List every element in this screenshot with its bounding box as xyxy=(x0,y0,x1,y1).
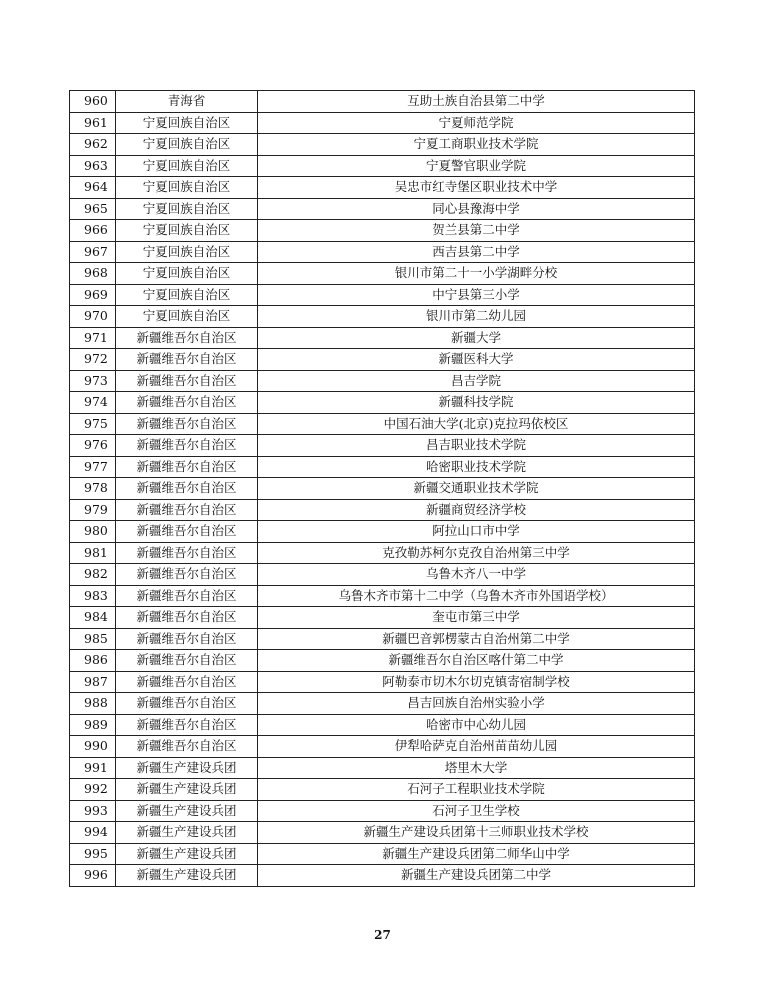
province-cell: 宁夏回族自治区 xyxy=(116,155,258,177)
province-cell: 新疆维吾尔自治区 xyxy=(116,435,258,457)
province-cell: 宁夏回族自治区 xyxy=(116,284,258,306)
institution-name-cell: 新疆大学 xyxy=(258,327,695,349)
row-number-cell: 986 xyxy=(70,650,116,672)
table-row xyxy=(70,585,695,607)
table-row xyxy=(70,499,695,521)
institution-name-cell: 昌吉回族自治州实验小学 xyxy=(258,693,695,715)
table-row xyxy=(70,779,695,801)
province-cell: 宁夏回族自治区 xyxy=(116,177,258,199)
table-row xyxy=(70,865,695,887)
table-row xyxy=(70,564,695,586)
institution-name-cell: 中宁县第三小学 xyxy=(258,284,695,306)
school-list-table xyxy=(69,90,695,887)
institution-name-cell: 中国石油大学(北京)克拉玛依校区 xyxy=(258,413,695,435)
province-cell: 宁夏回族自治区 xyxy=(116,263,258,285)
institution-name-cell: 新疆科技学院 xyxy=(258,392,695,414)
institution-name-cell: 新疆商贸经济学校 xyxy=(258,499,695,521)
institution-name-cell: 伊犁哈萨克自治州苗苗幼儿园 xyxy=(258,736,695,758)
table-row xyxy=(70,370,695,392)
table-row xyxy=(70,628,695,650)
row-number-cell: 969 xyxy=(70,284,116,306)
province-cell: 新疆维吾尔自治区 xyxy=(116,736,258,758)
province-cell: 新疆维吾尔自治区 xyxy=(116,607,258,629)
table-row xyxy=(70,306,695,328)
row-number-cell: 994 xyxy=(70,822,116,844)
table-row xyxy=(70,198,695,220)
row-number-cell: 981 xyxy=(70,542,116,564)
province-cell: 新疆维吾尔自治区 xyxy=(116,542,258,564)
row-number-cell: 962 xyxy=(70,134,116,156)
province-cell: 青海省 xyxy=(116,91,258,113)
province-cell: 新疆维吾尔自治区 xyxy=(116,693,258,715)
province-cell: 宁夏回族自治区 xyxy=(116,220,258,242)
row-number-cell: 980 xyxy=(70,521,116,543)
table-row xyxy=(70,714,695,736)
table-row xyxy=(70,650,695,672)
row-number-cell: 970 xyxy=(70,306,116,328)
row-number-cell: 995 xyxy=(70,843,116,865)
table-row xyxy=(70,693,695,715)
table-row xyxy=(70,263,695,285)
table-body xyxy=(70,91,695,887)
province-cell: 宁夏回族自治区 xyxy=(116,306,258,328)
table-row xyxy=(70,478,695,500)
row-number-cell: 976 xyxy=(70,435,116,457)
row-number-cell: 964 xyxy=(70,177,116,199)
institution-name-cell: 宁夏工商职业技术学院 xyxy=(258,134,695,156)
province-cell: 新疆维吾尔自治区 xyxy=(116,456,258,478)
institution-name-cell: 塔里木大学 xyxy=(258,757,695,779)
table-row xyxy=(70,155,695,177)
row-number-cell: 996 xyxy=(70,865,116,887)
table-row xyxy=(70,843,695,865)
table-row xyxy=(70,822,695,844)
institution-name-cell: 克孜勒苏柯尔克孜自治州第三中学 xyxy=(258,542,695,564)
row-number-cell: 989 xyxy=(70,714,116,736)
province-cell: 宁夏回族自治区 xyxy=(116,241,258,263)
province-cell: 新疆维吾尔自治区 xyxy=(116,671,258,693)
row-number-cell: 978 xyxy=(70,478,116,500)
province-cell: 新疆维吾尔自治区 xyxy=(116,413,258,435)
row-number-cell: 992 xyxy=(70,779,116,801)
table-row xyxy=(70,220,695,242)
province-cell: 宁夏回族自治区 xyxy=(116,134,258,156)
row-number-cell: 975 xyxy=(70,413,116,435)
table-row xyxy=(70,607,695,629)
row-number-cell: 988 xyxy=(70,693,116,715)
page-number: 27 xyxy=(374,928,391,942)
province-cell: 新疆生产建设兵团 xyxy=(116,822,258,844)
province-cell: 新疆生产建设兵团 xyxy=(116,800,258,822)
table-row xyxy=(70,327,695,349)
institution-name-cell: 新疆医科大学 xyxy=(258,349,695,371)
institution-name-cell: 石河子卫生学校 xyxy=(258,800,695,822)
institution-name-cell: 哈密市中心幼儿园 xyxy=(258,714,695,736)
table-row xyxy=(70,241,695,263)
institution-name-cell: 银川市第二幼儿园 xyxy=(258,306,695,328)
institution-name-cell: 新疆生产建设兵团第二中学 xyxy=(258,865,695,887)
table-row xyxy=(70,542,695,564)
row-number-cell: 974 xyxy=(70,392,116,414)
row-number-cell: 984 xyxy=(70,607,116,629)
institution-name-cell: 西吉县第二中学 xyxy=(258,241,695,263)
table-row xyxy=(70,177,695,199)
row-number-cell: 961 xyxy=(70,112,116,134)
institution-name-cell: 乌鲁木齐市第十二中学（乌鲁木齐市外国语学校） xyxy=(258,585,695,607)
table-row xyxy=(70,800,695,822)
table-row xyxy=(70,349,695,371)
province-cell: 新疆生产建设兵团 xyxy=(116,843,258,865)
table-row xyxy=(70,456,695,478)
table-row xyxy=(70,284,695,306)
table-row xyxy=(70,134,695,156)
table-row xyxy=(70,671,695,693)
row-number-cell: 987 xyxy=(70,671,116,693)
institution-name-cell: 阿拉山口市中学 xyxy=(258,521,695,543)
table-row xyxy=(70,112,695,134)
institution-name-cell: 新疆巴音郭楞蒙古自治州第二中学 xyxy=(258,628,695,650)
institution-name-cell: 昌吉职业技术学院 xyxy=(258,435,695,457)
institution-name-cell: 同心县豫海中学 xyxy=(258,198,695,220)
institution-name-cell: 新疆生产建设兵团第二师华山中学 xyxy=(258,843,695,865)
province-cell: 新疆生产建设兵团 xyxy=(116,865,258,887)
province-cell: 新疆维吾尔自治区 xyxy=(116,370,258,392)
row-number-cell: 972 xyxy=(70,349,116,371)
row-number-cell: 990 xyxy=(70,736,116,758)
province-cell: 新疆维吾尔自治区 xyxy=(116,499,258,521)
row-number-cell: 966 xyxy=(70,220,116,242)
institution-name-cell: 乌鲁木齐八一中学 xyxy=(258,564,695,586)
row-number-cell: 971 xyxy=(70,327,116,349)
row-number-cell: 982 xyxy=(70,564,116,586)
institution-name-cell: 贺兰县第二中学 xyxy=(258,220,695,242)
institution-name-cell: 石河子工程职业技术学院 xyxy=(258,779,695,801)
province-cell: 新疆维吾尔自治区 xyxy=(116,478,258,500)
institution-name-cell: 新疆生产建设兵团第十三师职业技术学校 xyxy=(258,822,695,844)
province-cell: 新疆维吾尔自治区 xyxy=(116,628,258,650)
row-number-cell: 973 xyxy=(70,370,116,392)
table-row xyxy=(70,91,695,113)
institution-name-cell: 宁夏警官职业学院 xyxy=(258,155,695,177)
institution-name-cell: 奎屯市第三中学 xyxy=(258,607,695,629)
table-row xyxy=(70,435,695,457)
row-number-cell: 979 xyxy=(70,499,116,521)
row-number-cell: 968 xyxy=(70,263,116,285)
province-cell: 新疆维吾尔自治区 xyxy=(116,650,258,672)
institution-name-cell: 新疆维吾尔自治区喀什第二中学 xyxy=(258,650,695,672)
institution-name-cell: 新疆交通职业技术学院 xyxy=(258,478,695,500)
province-cell: 新疆维吾尔自治区 xyxy=(116,392,258,414)
row-number-cell: 977 xyxy=(70,456,116,478)
row-number-cell: 965 xyxy=(70,198,116,220)
row-number-cell: 967 xyxy=(70,241,116,263)
row-number-cell: 960 xyxy=(70,91,116,113)
province-cell: 宁夏回族自治区 xyxy=(116,112,258,134)
province-cell: 新疆维吾尔自治区 xyxy=(116,585,258,607)
row-number-cell: 963 xyxy=(70,155,116,177)
institution-name-cell: 吴忠市红寺堡区职业技术中学 xyxy=(258,177,695,199)
institution-name-cell: 银川市第二十一小学湖畔分校 xyxy=(258,263,695,285)
province-cell: 新疆维吾尔自治区 xyxy=(116,714,258,736)
row-number-cell: 983 xyxy=(70,585,116,607)
province-cell: 新疆生产建设兵团 xyxy=(116,757,258,779)
institution-name-cell: 昌吉学院 xyxy=(258,370,695,392)
province-cell: 宁夏回族自治区 xyxy=(116,198,258,220)
row-number-cell: 991 xyxy=(70,757,116,779)
row-number-cell: 993 xyxy=(70,800,116,822)
institution-name-cell: 互助土族自治县第二中学 xyxy=(258,91,695,113)
table-row xyxy=(70,521,695,543)
institution-name-cell: 宁夏师范学院 xyxy=(258,112,695,134)
table-row xyxy=(70,392,695,414)
province-cell: 新疆生产建设兵团 xyxy=(116,779,258,801)
province-cell: 新疆维吾尔自治区 xyxy=(116,327,258,349)
province-cell: 新疆维吾尔自治区 xyxy=(116,521,258,543)
table-row xyxy=(70,413,695,435)
table-row xyxy=(70,736,695,758)
row-number-cell: 985 xyxy=(70,628,116,650)
province-cell: 新疆维吾尔自治区 xyxy=(116,564,258,586)
table-row xyxy=(70,757,695,779)
institution-name-cell: 阿勒泰市切木尔切克镇寄宿制学校 xyxy=(258,671,695,693)
institution-name-cell: 哈密职业技术学院 xyxy=(258,456,695,478)
province-cell: 新疆维吾尔自治区 xyxy=(116,349,258,371)
